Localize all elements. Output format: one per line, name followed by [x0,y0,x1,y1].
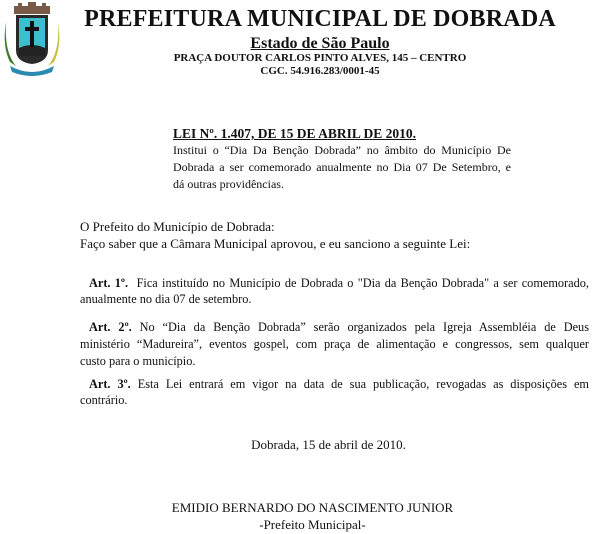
article-label: Art. 1º. [89,276,129,290]
intro-line: O Prefeito do Município de Dobrada: [80,219,275,234]
cgc-number: CGC. 54.916.283/0001-45 [260,65,380,77]
law-title: LEI Nº. 1.407, DE 15 DE ABRIL DE 2010. [173,126,416,141]
article-2 [80,320,589,335]
article-1 [80,276,589,291]
article-line: contrário. [80,393,128,407]
article-text: No “Dia da Benção Dobrada” serão organizados pela Igreja Assembléia de Deus [139,320,589,334]
law-summary-line: Dobrada a ser comemorado anualmente no Dia 07 De Setembro, e [173,160,511,174]
coat-of-arms-logo [2,2,62,76]
article-line: anualmente no dia 07 de setembro. [80,292,252,306]
law-summary-line: dá outras providências. [173,177,284,191]
article-text: Fica instituído no Município de Dobrada o "Dia da Benção Dobrada" a ser comemorado, [136,276,589,290]
municipality-title: PREFEITURA MUNICIPAL DE DOBRADA [84,6,556,32]
article-3 [80,377,589,392]
signatory-role: -Prefeito Municipal- [259,517,366,532]
article-label: Art. 2º. [89,320,132,334]
address: PRAÇA DOUTOR CARLOS PINTO ALVES, 145 – CENTRO [173,52,467,64]
date-line: Dobrada, 15 de abril de 2010. [251,437,406,452]
article-line: custo para o município. [80,354,196,368]
law-summary-line: Institui o “Dia Da Benção Dobrada” no âmbito do Município De [173,143,511,157]
article-line: ministério “Madureira”, eventos gospel, com praça de alimentação e congressos, sem qualquer [80,337,589,351]
state-name: Estado de São Paulo [250,35,390,52]
article-text: Esta Lei entrará em vigor na data de sua publicação, revogadas as disposições em [137,377,589,391]
signatory-name: EMIDIO BERNARDO DO NASCIMENTO JUNIOR [171,500,454,515]
intro-line: Faço saber que a Câmara Municipal aprovou, e eu sanciono a seguinte Lei: [80,236,471,251]
article-label: Art. 3º. [89,377,131,391]
